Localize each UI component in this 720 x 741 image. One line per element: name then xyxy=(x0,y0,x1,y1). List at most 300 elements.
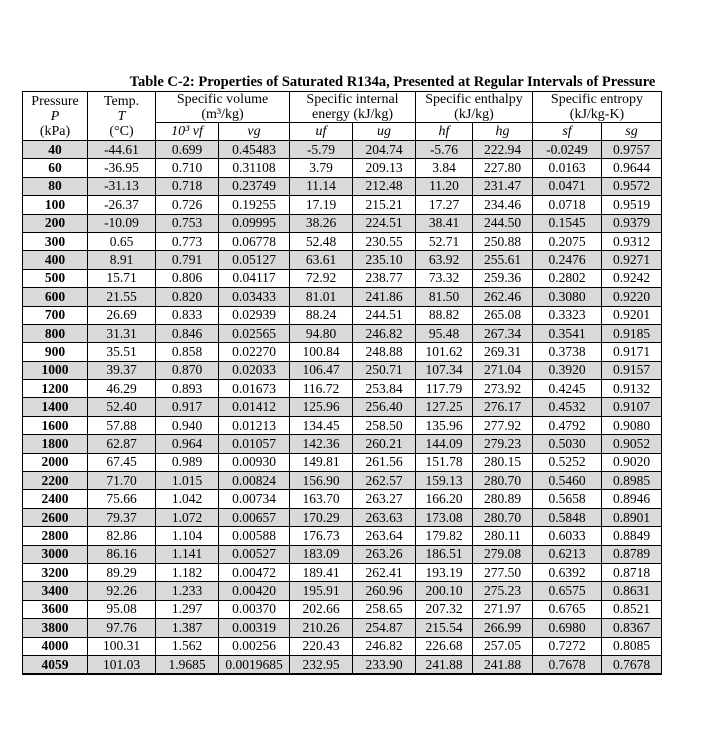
cell-ug: 254.87 xyxy=(353,619,416,637)
cell-hg: 280.89 xyxy=(473,490,533,508)
cell-pressure: 2600 xyxy=(23,508,88,526)
spec-volume-label: Specific volume xyxy=(176,92,269,107)
cell-ug: 204.74 xyxy=(353,141,416,159)
cell-hf: 200.10 xyxy=(416,582,473,600)
cell-sg: 0.9185 xyxy=(602,324,662,342)
cell-uf: 3.79 xyxy=(290,159,353,177)
cell-ug: 262.41 xyxy=(353,563,416,581)
cell-sf: 0.0163 xyxy=(533,159,602,177)
cell-vg: 0.00319 xyxy=(219,619,290,637)
cell-temp: 0.65 xyxy=(88,232,156,250)
cell-vg: 0.05127 xyxy=(219,251,290,269)
cell-sf: 0.3323 xyxy=(533,306,602,324)
spec-internal-energy-label: Specific internal xyxy=(306,92,399,107)
cell-ug: 235.10 xyxy=(353,251,416,269)
table-row xyxy=(23,508,662,526)
cell-vg: 0.31108 xyxy=(219,159,290,177)
cell-vg: 0.01213 xyxy=(219,416,290,434)
cell-uf: 195.91 xyxy=(290,582,353,600)
cell-vg: 0.00588 xyxy=(219,527,290,545)
cell-hf: 73.32 xyxy=(416,269,473,287)
cell-pressure: 2200 xyxy=(23,472,88,490)
cell-vg: 0.00370 xyxy=(219,600,290,618)
cell-temp: 8.91 xyxy=(88,251,156,269)
table-row xyxy=(23,416,662,434)
cell-sg: 0.9312 xyxy=(602,232,662,250)
cell-pressure: 300 xyxy=(23,232,88,250)
cell-hg: 241.88 xyxy=(473,655,533,674)
table-row xyxy=(23,563,662,581)
cell-ug: 209.13 xyxy=(353,159,416,177)
cell-sg: 0.9572 xyxy=(602,177,662,195)
cell-vf: 1.387 xyxy=(156,619,219,637)
cell-ug: 246.82 xyxy=(353,637,416,655)
cell-vg: 0.02270 xyxy=(219,343,290,361)
cell-vf: 1.072 xyxy=(156,508,219,526)
cell-hg: 262.46 xyxy=(473,288,533,306)
cell-vg: 0.19255 xyxy=(219,196,290,214)
cell-ug: 250.71 xyxy=(353,361,416,379)
table-row xyxy=(23,232,662,250)
cell-sf: 0.6765 xyxy=(533,600,602,618)
cell-uf: 116.72 xyxy=(290,380,353,398)
cell-vf: 1.141 xyxy=(156,545,219,563)
cell-sf: 0.3080 xyxy=(533,288,602,306)
cell-hf: 135.96 xyxy=(416,416,473,434)
cell-hf: 151.78 xyxy=(416,453,473,471)
cell-sf: 0.5030 xyxy=(533,435,602,453)
cell-temp: 89.29 xyxy=(88,563,156,581)
pressure-header-symbol: P xyxy=(50,108,60,124)
cell-uf: 176.73 xyxy=(290,527,353,545)
cell-sf: 0.5252 xyxy=(533,453,602,471)
sub-header-sf: sf xyxy=(533,123,602,141)
cell-uf: 100.84 xyxy=(290,343,353,361)
cell-uf: 210.26 xyxy=(290,619,353,637)
table-row xyxy=(23,214,662,232)
cell-sf: 0.0471 xyxy=(533,177,602,195)
cell-temp: 101.03 xyxy=(88,655,156,674)
cell-vf: 0.846 xyxy=(156,324,219,342)
cell-vf: 0.753 xyxy=(156,214,219,232)
cell-hg: 231.47 xyxy=(473,177,533,195)
cell-sf: 0.5658 xyxy=(533,490,602,508)
cell-hg: 269.31 xyxy=(473,343,533,361)
cell-vg: 0.0019685 xyxy=(219,655,290,674)
cell-vf: 0.893 xyxy=(156,380,219,398)
cell-hf: 117.79 xyxy=(416,380,473,398)
cell-vf: 0.940 xyxy=(156,416,219,434)
cell-ug: 215.21 xyxy=(353,196,416,214)
cell-pressure: 700 xyxy=(23,306,88,324)
cell-vf: 0.820 xyxy=(156,288,219,306)
cell-pressure: 100 xyxy=(23,196,88,214)
cell-vg: 0.09995 xyxy=(219,214,290,232)
cell-uf: 88.24 xyxy=(290,306,353,324)
sub-header-uf: uf xyxy=(290,123,353,141)
cell-temp: 26.69 xyxy=(88,306,156,324)
cell-ug: 263.63 xyxy=(353,508,416,526)
cell-uf: 142.36 xyxy=(290,435,353,453)
cell-vg: 0.03433 xyxy=(219,288,290,306)
table-row xyxy=(23,435,662,453)
cell-hg: 267.34 xyxy=(473,324,533,342)
cell-sg: 0.9220 xyxy=(602,288,662,306)
cell-hf: 159.13 xyxy=(416,472,473,490)
cell-sg: 0.8085 xyxy=(602,637,662,655)
table-row xyxy=(23,490,662,508)
cell-vf: 0.699 xyxy=(156,141,219,159)
cell-sg: 0.8367 xyxy=(602,619,662,637)
cell-temp: 97.76 xyxy=(88,619,156,637)
cell-temp: 92.26 xyxy=(88,582,156,600)
cell-hg: 279.23 xyxy=(473,435,533,453)
cell-uf: 170.29 xyxy=(290,508,353,526)
table-row xyxy=(23,527,662,545)
cell-sf: 0.0718 xyxy=(533,196,602,214)
cell-uf: 189.41 xyxy=(290,563,353,581)
cell-hf: 166.20 xyxy=(416,490,473,508)
cell-sf: 0.2802 xyxy=(533,269,602,287)
spec-volume-unit: (m³/kg) xyxy=(201,107,244,122)
cell-vf: 0.806 xyxy=(156,269,219,287)
cell-uf: 202.66 xyxy=(290,600,353,618)
cell-pressure: 500 xyxy=(23,269,88,287)
cell-sg: 0.9157 xyxy=(602,361,662,379)
cell-hg: 259.36 xyxy=(473,269,533,287)
sub-header-vf: 10³ vf xyxy=(156,123,219,141)
cell-hg: 279.08 xyxy=(473,545,533,563)
cell-ug: 258.65 xyxy=(353,600,416,618)
cell-hg: 277.50 xyxy=(473,563,533,581)
cell-pressure: 3600 xyxy=(23,600,88,618)
cell-sg: 0.8631 xyxy=(602,582,662,600)
cell-sg: 0.8985 xyxy=(602,472,662,490)
cell-sg: 0.7678 xyxy=(602,655,662,674)
cell-hg: 277.92 xyxy=(473,416,533,434)
cell-uf: 163.70 xyxy=(290,490,353,508)
cell-hf: 173.08 xyxy=(416,508,473,526)
table-row xyxy=(23,472,662,490)
table-row xyxy=(23,582,662,600)
cell-pressure: 2000 xyxy=(23,453,88,471)
cell-vg: 0.06778 xyxy=(219,232,290,250)
cell-temp: 52.40 xyxy=(88,398,156,416)
cell-hg: 280.11 xyxy=(473,527,533,545)
temp-header-unit: (°C) xyxy=(109,123,134,139)
cell-uf: 156.90 xyxy=(290,472,353,490)
cell-temp: 62.87 xyxy=(88,435,156,453)
cell-temp: 35.51 xyxy=(88,343,156,361)
cell-sg: 0.9519 xyxy=(602,196,662,214)
cell-vf: 1.104 xyxy=(156,527,219,545)
cell-hf: 179.82 xyxy=(416,527,473,545)
cell-sg: 0.8849 xyxy=(602,527,662,545)
cell-pressure: 400 xyxy=(23,251,88,269)
cell-temp: 75.66 xyxy=(88,490,156,508)
cell-ug: 263.64 xyxy=(353,527,416,545)
cell-sf: 0.2075 xyxy=(533,232,602,250)
table-row xyxy=(23,655,662,674)
table-row xyxy=(23,600,662,618)
cell-uf: 94.80 xyxy=(290,324,353,342)
cell-temp: 15.71 xyxy=(88,269,156,287)
table-row xyxy=(23,288,662,306)
table-row xyxy=(23,141,662,159)
table-row xyxy=(23,251,662,269)
cell-sf: 0.2476 xyxy=(533,251,602,269)
cell-hg: 255.61 xyxy=(473,251,533,269)
sub-header-sg: sg xyxy=(602,123,662,141)
table-row xyxy=(23,398,662,416)
cell-vf: 1.233 xyxy=(156,582,219,600)
cell-uf: 106.47 xyxy=(290,361,353,379)
cell-uf: 125.96 xyxy=(290,398,353,416)
cell-temp: 82.86 xyxy=(88,527,156,545)
cell-pressure: 3400 xyxy=(23,582,88,600)
cell-vf: 0.964 xyxy=(156,435,219,453)
cell-temp: 86.16 xyxy=(88,545,156,563)
cell-ug: 233.90 xyxy=(353,655,416,674)
cell-hg: 234.46 xyxy=(473,196,533,214)
cell-hf: 101.62 xyxy=(416,343,473,361)
cell-hg: 266.99 xyxy=(473,619,533,637)
cell-vg: 0.00657 xyxy=(219,508,290,526)
spec-enthalpy-header xyxy=(416,92,533,123)
cell-pressure: 3200 xyxy=(23,563,88,581)
cell-vf: 1.297 xyxy=(156,600,219,618)
cell-sf: 0.4532 xyxy=(533,398,602,416)
cell-ug: 261.56 xyxy=(353,453,416,471)
cell-temp: 31.31 xyxy=(88,324,156,342)
cell-temp: -10.09 xyxy=(88,214,156,232)
cell-sg: 0.9201 xyxy=(602,306,662,324)
cell-temp: -26.37 xyxy=(88,196,156,214)
cell-vf: 0.718 xyxy=(156,177,219,195)
cell-pressure: 80 xyxy=(23,177,88,195)
cell-temp: 71.70 xyxy=(88,472,156,490)
cell-vf: 0.833 xyxy=(156,306,219,324)
cell-pressure: 3800 xyxy=(23,619,88,637)
cell-uf: 17.19 xyxy=(290,196,353,214)
cell-vg: 0.00734 xyxy=(219,490,290,508)
cell-pressure: 1600 xyxy=(23,416,88,434)
temp-header-label: Temp. xyxy=(103,93,140,109)
cell-temp: -36.95 xyxy=(88,159,156,177)
cell-hf: 226.68 xyxy=(416,637,473,655)
cell-ug: 230.55 xyxy=(353,232,416,250)
cell-pressure: 1000 xyxy=(23,361,88,379)
cell-pressure: 800 xyxy=(23,324,88,342)
cell-sf: 0.5460 xyxy=(533,472,602,490)
cell-vg: 0.01673 xyxy=(219,380,290,398)
cell-sg: 0.8789 xyxy=(602,545,662,563)
cell-vf: 1.182 xyxy=(156,563,219,581)
cell-sf: 0.6980 xyxy=(533,619,602,637)
cell-uf: 11.14 xyxy=(290,177,353,195)
cell-sg: 0.9644 xyxy=(602,159,662,177)
cell-hf: 193.19 xyxy=(416,563,473,581)
cell-pressure: 1400 xyxy=(23,398,88,416)
temp-header xyxy=(88,92,156,141)
cell-uf: 232.95 xyxy=(290,655,353,674)
sub-header-vg: vg xyxy=(219,123,290,141)
table-title: Table C-2: Properties of Saturated R134a, Presented at Regular Intervals of Pressure xyxy=(129,74,656,90)
cell-pressure: 2400 xyxy=(23,490,88,508)
cell-hf: 95.48 xyxy=(416,324,473,342)
cell-sg: 0.9171 xyxy=(602,343,662,361)
cell-hf: 207.32 xyxy=(416,600,473,618)
cell-ug: 241.86 xyxy=(353,288,416,306)
cell-uf: 134.45 xyxy=(290,416,353,434)
pressure-header-label: Pressure xyxy=(31,93,79,109)
cell-ug: 262.57 xyxy=(353,472,416,490)
cell-vg: 0.00930 xyxy=(219,453,290,471)
table-row xyxy=(23,453,662,471)
cell-vf: 0.870 xyxy=(156,361,219,379)
spec-internal-energy-unit: energy (kJ/kg) xyxy=(312,107,393,122)
cell-temp: 39.37 xyxy=(88,361,156,379)
table-row xyxy=(23,196,662,214)
table-row xyxy=(23,380,662,398)
cell-uf: 72.92 xyxy=(290,269,353,287)
cell-hg: 280.70 xyxy=(473,472,533,490)
cell-vf: 0.726 xyxy=(156,196,219,214)
cell-hg: 271.04 xyxy=(473,361,533,379)
cell-hg: 280.70 xyxy=(473,508,533,526)
cell-hg: 273.92 xyxy=(473,380,533,398)
table-row xyxy=(23,343,662,361)
cell-uf: -5.79 xyxy=(290,141,353,159)
cell-hg: 280.15 xyxy=(473,453,533,471)
cell-hf: 38.41 xyxy=(416,214,473,232)
cell-hg: 222.94 xyxy=(473,141,533,159)
cell-sf: 0.6213 xyxy=(533,545,602,563)
cell-temp: 100.31 xyxy=(88,637,156,655)
cell-hg: 275.23 xyxy=(473,582,533,600)
cell-ug: 263.26 xyxy=(353,545,416,563)
cell-sg: 0.9271 xyxy=(602,251,662,269)
cell-temp: 79.37 xyxy=(88,508,156,526)
spec-enthalpy-unit: (kJ/kg) xyxy=(454,107,494,122)
table-row xyxy=(23,324,662,342)
sub-header-ug: ug xyxy=(353,123,416,141)
cell-hf: 215.54 xyxy=(416,619,473,637)
spec-internal-energy-header xyxy=(290,92,416,123)
cell-hf: -5.76 xyxy=(416,141,473,159)
cell-hf: 144.09 xyxy=(416,435,473,453)
cell-vf: 0.791 xyxy=(156,251,219,269)
cell-pressure: 900 xyxy=(23,343,88,361)
cell-ug: 253.84 xyxy=(353,380,416,398)
cell-hf: 17.27 xyxy=(416,196,473,214)
cell-sf: 0.3920 xyxy=(533,361,602,379)
cell-pressure: 60 xyxy=(23,159,88,177)
cell-sg: 0.9379 xyxy=(602,214,662,232)
cell-uf: 38.26 xyxy=(290,214,353,232)
cell-vg: 0.02939 xyxy=(219,306,290,324)
cell-sf: 0.3738 xyxy=(533,343,602,361)
cell-hg: 250.88 xyxy=(473,232,533,250)
cell-sf: 0.7678 xyxy=(533,655,602,674)
spec-enthalpy-label: Specific enthalpy xyxy=(425,92,523,107)
cell-hf: 186.51 xyxy=(416,545,473,563)
cell-hf: 52.71 xyxy=(416,232,473,250)
cell-sg: 0.9107 xyxy=(602,398,662,416)
cell-temp: 21.55 xyxy=(88,288,156,306)
cell-hg: 244.50 xyxy=(473,214,533,232)
cell-vg: 0.00420 xyxy=(219,582,290,600)
cell-sf: 0.4792 xyxy=(533,416,602,434)
table-row xyxy=(23,306,662,324)
cell-uf: 149.81 xyxy=(290,453,353,471)
cell-ug: 244.51 xyxy=(353,306,416,324)
cell-hf: 107.34 xyxy=(416,361,473,379)
cell-hg: 271.97 xyxy=(473,600,533,618)
cell-temp: -44.61 xyxy=(88,141,156,159)
cell-hf: 3.84 xyxy=(416,159,473,177)
cell-vg: 0.00527 xyxy=(219,545,290,563)
cell-pressure: 600 xyxy=(23,288,88,306)
table-row xyxy=(23,361,662,379)
pressure-header xyxy=(23,92,88,141)
table-row xyxy=(23,177,662,195)
cell-ug: 256.40 xyxy=(353,398,416,416)
cell-uf: 81.01 xyxy=(290,288,353,306)
cell-uf: 63.61 xyxy=(290,251,353,269)
cell-vg: 0.02033 xyxy=(219,361,290,379)
spec-entropy-unit: (kJ/kg-K) xyxy=(569,107,625,122)
table-row xyxy=(23,159,662,177)
cell-vg: 0.04117 xyxy=(219,269,290,287)
cell-vg: 0.00472 xyxy=(219,563,290,581)
cell-hg: 257.05 xyxy=(473,637,533,655)
r134a-properties-table xyxy=(22,91,662,675)
cell-sf: 0.6392 xyxy=(533,563,602,581)
cell-hf: 88.82 xyxy=(416,306,473,324)
cell-vf: 1.015 xyxy=(156,472,219,490)
cell-ug: 246.82 xyxy=(353,324,416,342)
cell-vg: 0.01412 xyxy=(219,398,290,416)
cell-pressure: 200 xyxy=(23,214,88,232)
cell-hf: 127.25 xyxy=(416,398,473,416)
cell-vg: 0.00824 xyxy=(219,472,290,490)
cell-sg: 0.9080 xyxy=(602,416,662,434)
cell-vg: 0.23749 xyxy=(219,177,290,195)
cell-sg: 0.8946 xyxy=(602,490,662,508)
cell-sg: 0.9242 xyxy=(602,269,662,287)
cell-vf: 0.773 xyxy=(156,232,219,250)
cell-sf: 0.6575 xyxy=(533,582,602,600)
table-body xyxy=(23,141,662,675)
cell-temp: -31.13 xyxy=(88,177,156,195)
table-row xyxy=(23,637,662,655)
cell-sf: 0.5848 xyxy=(533,508,602,526)
cell-sg: 0.8718 xyxy=(602,563,662,581)
cell-pressure: 2800 xyxy=(23,527,88,545)
spec-entropy-label: Specific entropy xyxy=(550,92,644,107)
cell-hf: 241.88 xyxy=(416,655,473,674)
cell-hf: 63.92 xyxy=(416,251,473,269)
cell-sg: 0.9132 xyxy=(602,380,662,398)
cell-ug: 260.96 xyxy=(353,582,416,600)
cell-temp: 95.08 xyxy=(88,600,156,618)
cell-ug: 212.48 xyxy=(353,177,416,195)
cell-hf: 81.50 xyxy=(416,288,473,306)
cell-ug: 224.51 xyxy=(353,214,416,232)
cell-vf: 0.710 xyxy=(156,159,219,177)
temp-header-symbol: T xyxy=(117,108,126,124)
